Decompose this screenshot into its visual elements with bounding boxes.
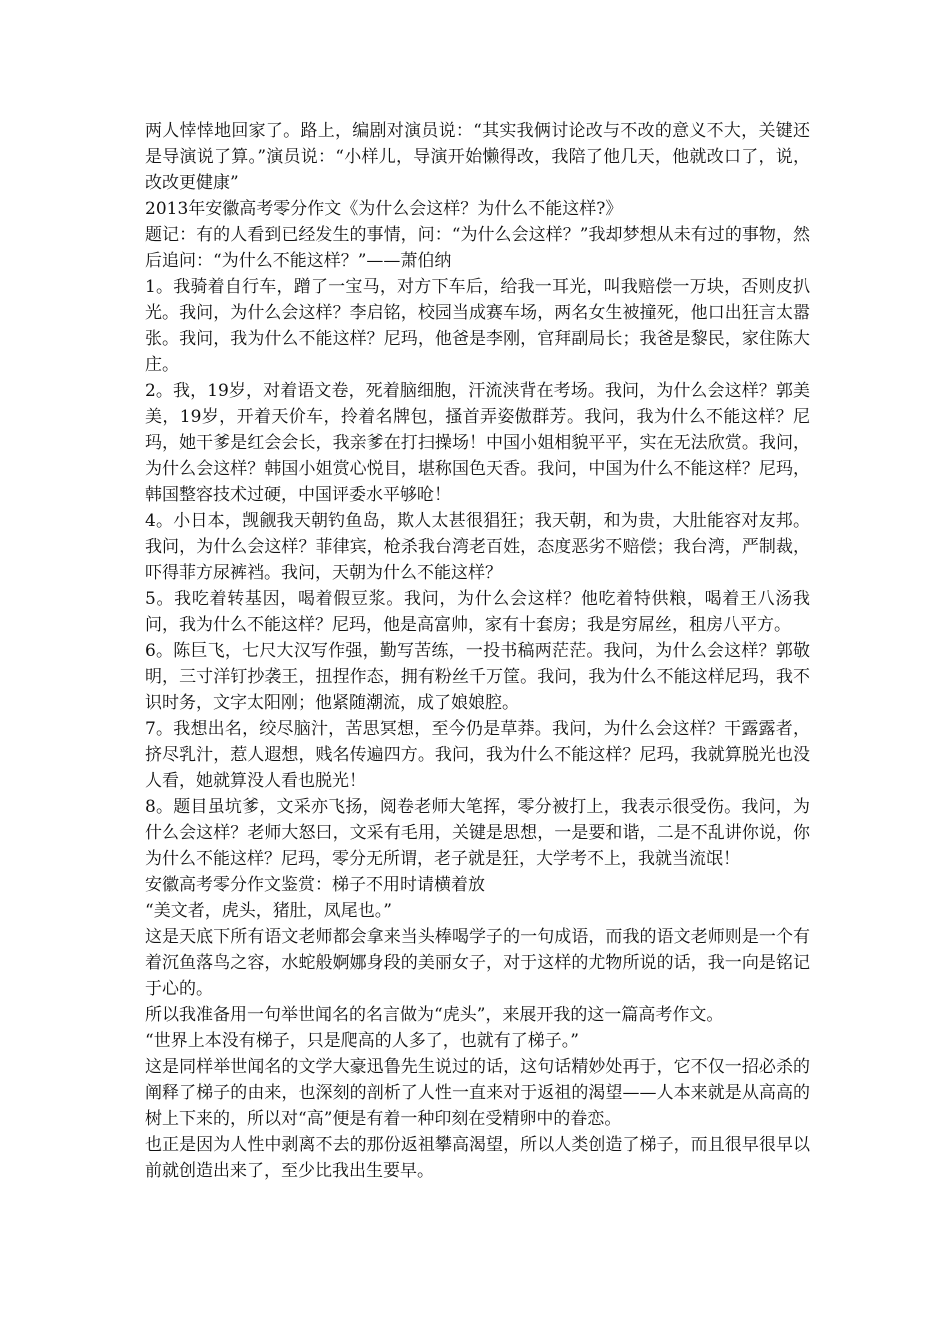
paragraph-body: 也正是因为人性中剥离不去的那份返祖攀高渴望，所以人类创造了梯子，而且很早很早以前就创造出来了，至少比我出生要早。 [145,1135,810,1181]
paragraph-body: 这是同样举世闻名的文学大豪迅鲁先生说过的话，这句话精妙处再于，它不仅一招必杀的阐释了梯子的由来，也深刻的剖析了人性一直来对于返祖的渴望——人本来就是从高高的树上下来的，所以对“高”便是有着一种印刻在受精卵中的眷恋。 [145,1057,810,1129]
paragraph-body: 所以我准备用一句举世闻名的名言做为“虎头”，来展开我的这一篇高考作文。 [145,1005,724,1025]
paragraph-item-4: 4。小日本，觊觎我天朝钓鱼岛，欺人太甚很猖狂；我天朝，和为贵，大肚能容对友邦。我问，为什么会这样？菲律宾，枪杀我台湾老百姓，态度恶劣不赔偿；我台湾，严制裁，吓得菲方尿裤裆。我问，天朝为什么不能这样？ [145,511,810,583]
epigraph: 题记：有的人看到已经发生的事情，问：“为什么会这样？”我却梦想从未有过的事物，然后追问：“为什么不能这样？”——萧伯纳 [145,225,810,271]
paragraph-body: 这是天底下所有语文老师都会拿来当头棒喝学子的一句成语，而我的语文老师则是一个有着沉鱼落鸟之容，水蛇般婀娜身段的美丽女子，对于这样的尤物所说的话，我一向是铭记于心的。 [145,927,810,999]
paragraph-intro: 两人悻悻地回家了。路上，编剧对演员说：“其实我俩讨论改与不改的意义不大，关键还是导演说了算。”演员说：“小样儿，导演开始懒得改，我陪了他几天，他就改口了，说，改改更健康” [145,121,810,193]
essay-title: 2013年安徽高考零分作文《为什么会这样？为什么不能这样?》 [145,199,623,219]
section-heading: 安徽高考零分作文鉴赏：梯子不用时请横着放 [145,875,485,895]
paragraph-item-2: 2。我，19岁，对着语文卷，死着脑细胞，汗流浃背在考场。我问，为什么会这样？郭美美，19岁，开着天价车，拎着名牌包，搔首弄姿傲群芳。我问，我为什么不能这样？尼玛，她干爹是红会会长，我亲爹在打扫操场！中国小姐相貌平平，实在无法欣赏。我问，为什么会这样？韩国小姐赏心悦目，堪称国色天香。我问，中国为什么不能这样？尼玛，韩国整容技术过硬，中国评委水平够呛！ [145,381,810,505]
quote-line: “世界上本没有梯子，只是爬高的人多了，也就有了梯子。” [145,1031,579,1051]
paragraph-item-7: 7。我想出名，绞尽脑汁，苦思冥想，至今仍是草莽。我问，为什么会这样？干露露者，挤尽乳汁，惹人遐想，贱名传遍四方。我问，我为什么不能这样？尼玛，我就算脱光也没人看，她就算没人看也脱光！ [145,719,810,791]
quote-line: “美文者，虎头，猪肚，凤尾也。” [145,901,392,921]
paragraph-item-5: 5。我吃着转基因，喝着假豆浆。我问，为什么会这样？他吃着特供粮，喝着王八汤我问，我为什么不能这样？尼玛，他是高富帅，家有十套房；我是穷屌丝，租房八平方。 [145,589,810,635]
paragraph-item-1: 1。我骑着自行车，蹭了一宝马，对方下车后，给我一耳光，叫我赔偿一万块，否则皮扒光。我问，为什么会这样？李启铭，校园当成赛车场，两名女生被撞死，他口出狂言太嚣张。我问，我为什么不能这样？尼玛，他爸是李刚，官拜副局长；我爸是黎民，家住陈大庄。 [145,277,810,375]
paragraph-item-6: 6。陈巨飞，七尺大汉写作强，勤写苦练，一投书稿两茫茫。我问，为什么会这样？郭敬明，三寸洋钉抄袭王，扭捏作态，拥有粉丝千万筐。我问，我为什么不能这样尼玛，我不识时务，文字太阳刚；他紧随潮流，成了娘娘腔。 [145,641,810,713]
document-page [145,118,810,1184]
paragraph-item-8: 8。题目虽坑爹，文采亦飞扬，阅卷老师大笔挥，零分被打上，我表示很受伤。我问，为什么会这样？老师大怒曰，文采有毛用，关键是思想，一是要和谐，二是不乱讲你说，你为什么不能这样？尼玛，零分无所谓，老子就是狂，大学考不上，我就当流氓！ [145,797,810,869]
